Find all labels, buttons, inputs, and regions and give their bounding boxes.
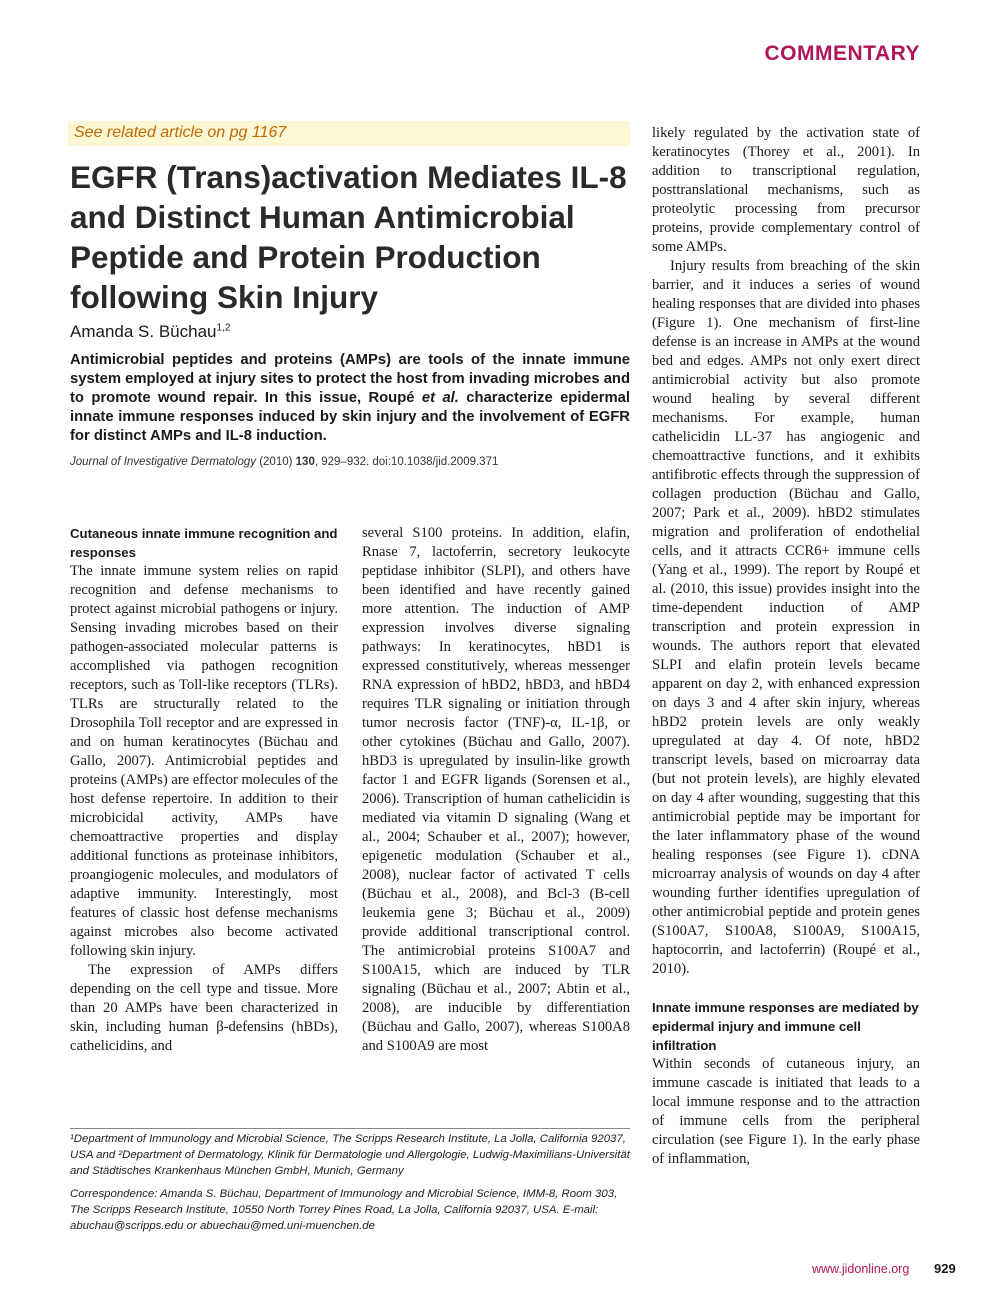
article-title: EGFR (Trans)activation Mediates IL-8 and Distinct Human Antimicrobial Peptide and Protein Production following Skin Injury	[70, 159, 627, 315]
citation-journal: Journal of Investigative Dermatology	[70, 456, 257, 468]
abstract	[70, 351, 630, 446]
related-article-link[interactable]: See related article on pg 1167	[74, 124, 287, 141]
author-name: Amanda S. Büchau	[70, 322, 217, 341]
paragraph: likely regulated by the activation state of keratinocytes (Thorey et al., 2001). In addition to transcriptional regulation, posttranslational mechanisms, such as proteolytic processing from precursor proteins, provide complementary control of some AMPs.	[652, 125, 920, 255]
paragraph: several S100 proteins. In addition, elafin, Rnase 7, lactoferrin, secretory leukocyte peptidase inhibitor (SLPI), and others have been identified and have recently gained more attention. The induction of AMP expression involves diverse signaling pathways: In keratinocytes, hBD1 is expressed constitutively, whereas messenger RNA expression of hBD2, hBD3, and hBD4 requires TLR signaling or initiation through tumor necrosis factor (TNF)-α, IL-1β, or other cytokines (Büchau and Gallo, 2007). hBD3 is upregulated by insulin-like growth factor 1 and EGFR ligands (Sorensen et al., 2006). Transcription of human cathelicidin is mediated via vitamin D signaling (Wang et al., 2004; Schauber et al., 2007); however, epigenetic modulation (Schauber et al., 2008), nuclear factor of activated T cells (Büchau et al., 2008), and Bcl-3 (B-cell leukemia gene 3; Büchau et al., 2009) provide additional transcriptional control. The antimicrobial proteins S100A7 and S100A15, which are induced by TLR signaling (Büchau et al., 2007; Abtin et al., 2008), are inducible by differentiation (Büchau and Gallo, 2007), whereas S100A8 and S100A9 are most	[362, 525, 630, 1054]
journal-url-link[interactable]: www.jidonline.org	[812, 1262, 910, 1276]
citation-volume: 130	[295, 456, 315, 468]
footnote-divider	[70, 1128, 630, 1129]
related-article-banner[interactable]	[68, 121, 630, 146]
abstract-etal: et al.	[421, 390, 459, 406]
abstract-part-a: Antimicrobial peptides and proteins (AMPs) are tools of the innate immune system employed at injury sites to protect the host from invading microbes and to promote wound repair. In this issue, Roupé	[70, 352, 630, 406]
paragraph: Within seconds of cutaneous injury, an immune cascade is initiated that leads to a local immune response and to the attraction of immune cells from the peripheral circulation (see Figure 1). In the early phase of inflammation,	[652, 1056, 920, 1167]
citation	[70, 456, 498, 468]
abstract-part-b: characterize epidermal innate immune responses induced by skin injury and the involvement of EGFR for distinct AMPs and IL-8 induction.	[70, 390, 630, 444]
affiliation-text: ¹Department of Immunology and Microbial Science, The Scripps Research Institute, La Jolla, California 92037, USA and ²Department of Dermatology, Klinik für Dermatologie und Allergologie, Ludwig-Maximilians-Universität and Städtisches Krankenhaus München GmbH, Munich, Germany	[70, 1133, 630, 1177]
affiliations-footnote	[70, 1131, 632, 1241]
section-heading-cutaneous: Cutaneous innate immune recognition and responses	[70, 526, 338, 560]
paragraph: The innate immune system relies on rapid recognition and defense mechanisms to protect against microbial pathogens or injury. Sensing invading microbes based on their pathogen-associated molecular patterns is accomplished via pathogen recognition receptors, such as Toll-like receptors (TLRs). TLRs are structurally related to the Drosophila Toll receptor and are expressed in and on human keratinocytes (Büchau and Gallo, 2007). Antimicrobial peptides and proteins (AMPs) are effector molecules of the host defense repertoire. In addition to their microbicidal activity, AMPs have chemoattractive properties and display additional functions as proteinase inhibitors, proangiogenic molecules, and modulators of adaptive immunity. Interestingly, most features of classic host defense mechanisms against microbes also become activated following skin injury.	[70, 563, 339, 959]
paragraph: Injury results from breaching of the skin barrier, and it induces a series of wound healing responses that are divided into phases (Figure 1). One mechanism of first-line defense is an increase in AMPs at the wound bed and edges. AMPs not only exert direct antimicrobial activity but also promote wound healing by several different mechanisms. For example, human cathelicidin LL-37 has angiogenic and chemoattractive functions, and it exhibits antifibrotic effects through the suppression of collagen production (Büchau and Gallo, 2007; Park et al., 2009). hBD2 stimulates migration and proliferation of endothelial cells, and it attracts CCR6+ immune cells (Yang et al., 1999). The report by Roupé et al. (2010, this issue) provides insight into the time-dependent induction of AMP transcription and protein expression in wounds. The authors report that elevated SLPI and elafin protein levels became apparent on day 2, with enhanced expression on days 3 and 4 after skin injury, whereas hBD2 protein levels are only weakly upregulated at day 4. Of note, hBD2 transcript levels, based on microarray data (but not protein levels), are highly elevated on day 4 after wounding, suggesting that this antimicrobial peptide may be important for the later inflammatory phase of the wound healing responses (see Figure 1). cDNA microarray analysis of wounds on day 4 after wounding further identifies upregulation of other antimicrobial peptide and protein genes (S100A7, S100A8, S100A9, S100A15, haptocorrin, and lactoferrin) (Roupé et al., 2010).	[652, 258, 920, 977]
page-number: 929	[934, 1261, 956, 1276]
section-heading-innate-immune: Innate immune responses are mediated by epidermal injury and immune cell infiltration	[652, 1000, 919, 1053]
citation-year: (2010)	[256, 456, 296, 468]
section-header: COMMENTARY	[764, 42, 920, 65]
author-affiliation-sup: 1,2	[216, 322, 231, 334]
correspondence-text[interactable]: Correspondence: Amanda S. Büchau, Department of Immunology and Microbial Science, IMM-8, Room 303, The Scripps Research Institute, 10550 North Torrey Pines Road, La Jolla, California 92037, USA. E-mail: abuchau@scripps.edu or abuechau@med.uni-muenchen.de	[70, 1188, 618, 1232]
citation-rest: , 929–932. doi:10.1038/jid.2009.371	[314, 456, 499, 468]
author-line	[70, 322, 230, 342]
paragraph: The expression of AMPs differs depending on the cell type and tissue. More than 20 AMPs have been characterized in skin, including human β-defensins (hBDs), cathelicidins, and	[70, 962, 338, 1054]
body-column-2	[362, 524, 630, 1056]
body-column-1	[70, 524, 338, 1056]
body-column-3	[652, 124, 920, 1169]
